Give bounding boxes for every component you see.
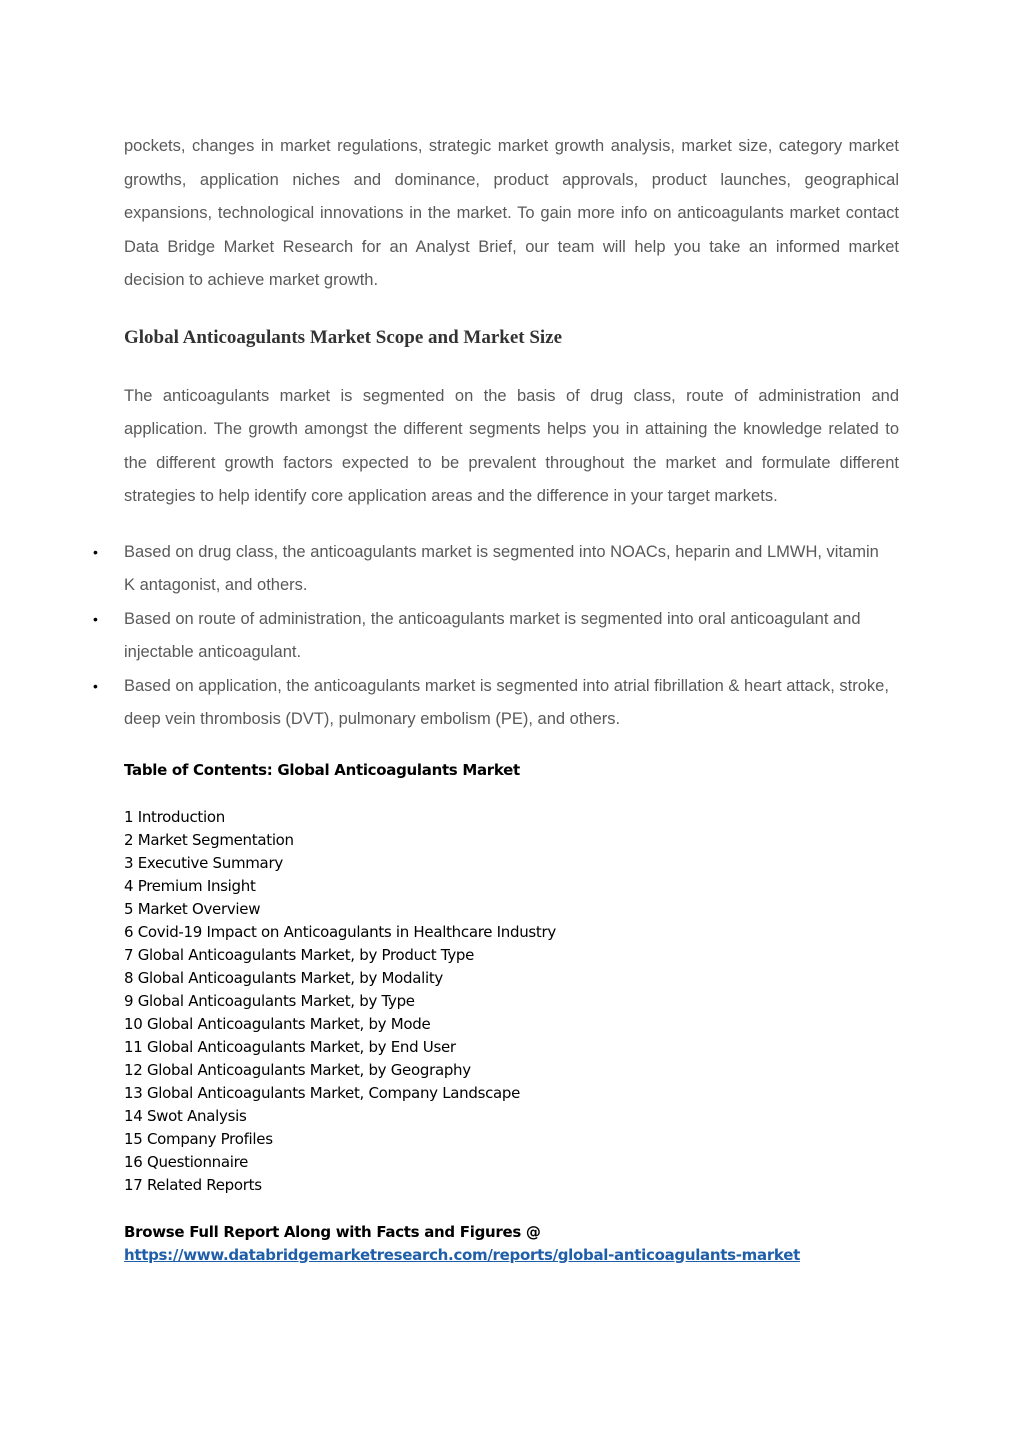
toc-item: 10 Global Anticoagulants Market, by Mode bbox=[124, 1014, 431, 1033]
toc-item: 11 Global Anticoagulants Market, by End User bbox=[124, 1037, 456, 1056]
toc-title: Table of Contents: Global Anticoagulants Market bbox=[124, 760, 520, 779]
segment-bullet-list bbox=[93, 536, 899, 737]
browse-label: Browse Full Report Along with Facts and Figures @ bbox=[124, 1222, 541, 1241]
toc-item: 6 Covid-19 Impact on Anticoagulants in Healthcare Industry bbox=[124, 922, 556, 941]
intro-paragraph: pockets, changes in market regulations, strategic market growth analysis, market size, category market growths, application niches and dominance, product approvals, product launches, geographical expansions, technological innovations in the market. To gain more info on anticoagulants market contact Data Bridge Market Research for an Analyst Brief, our team will help you take an informed market decision to achieve market growth. bbox=[124, 137, 899, 289]
toc-item: 2 Market Segmentation bbox=[124, 830, 294, 849]
bullet-text: Based on application, the anticoagulants market is segmented into atrial fibrillation & heart attack, stroke, deep vein thrombosis (DVT), pulmonary embolism (PE), and others. bbox=[124, 676, 889, 728]
toc-item: 17 Related Reports bbox=[124, 1175, 262, 1194]
toc-list bbox=[124, 806, 899, 1197]
bullet-text: Based on route of administration, the anticoagulants market is segmented into oral anticoagulant and injectable anticoagulant. bbox=[124, 609, 861, 661]
toc-item: 15 Company Profiles bbox=[124, 1129, 273, 1148]
toc-item: 7 Global Anticoagulants Market, by Product Type bbox=[124, 945, 475, 964]
toc-item: 1 Introduction bbox=[124, 807, 225, 826]
bullet-icon: • bbox=[93, 610, 98, 627]
browse-report-block bbox=[124, 1221, 899, 1267]
scope-paragraph: The anticoagulants market is segmented on the basis of drug class, route of administration and application. The growth amongst the different segments helps you in attaining the knowledge related to the different growth factors expected to be prevalent throughout the market and formulate different strategies to help identify core application areas and the difference in your target markets. bbox=[124, 386, 899, 505]
toc-item: 9 Global Anticoagulants Market, by Type bbox=[124, 991, 415, 1010]
toc-item: 16 Questionnaire bbox=[124, 1152, 249, 1171]
bullet-icon: • bbox=[93, 543, 98, 560]
bullet-text: Based on drug class, the anticoagulants market is segmented into NOACs, heparin and LMWH, vitamin K antagonist, and others. bbox=[124, 542, 879, 594]
toc-item: 3 Executive Summary bbox=[124, 853, 283, 872]
section-heading: Global Anticoagulants Market Scope and Market Size bbox=[124, 326, 563, 348]
bullet-item-drug-class bbox=[93, 536, 899, 603]
report-link[interactable]: https://www.databridgemarketresearch.com/reports/global-anticoagulants-market bbox=[124, 1245, 800, 1264]
document-page bbox=[93, 130, 899, 1267]
toc-item: 8 Global Anticoagulants Market, by Modality bbox=[124, 968, 444, 987]
bullet-item-application bbox=[93, 670, 899, 737]
toc-item: 4 Premium Insight bbox=[124, 876, 256, 895]
toc-item: 13 Global Anticoagulants Market, Company Landscape bbox=[124, 1083, 521, 1102]
toc-item: 12 Global Anticoagulants Market, by Geography bbox=[124, 1060, 471, 1079]
toc-item: 5 Market Overview bbox=[124, 899, 261, 918]
toc-item: 14 Swot Analysis bbox=[124, 1106, 247, 1125]
bullet-icon: • bbox=[93, 677, 98, 694]
bullet-item-route bbox=[93, 603, 899, 670]
